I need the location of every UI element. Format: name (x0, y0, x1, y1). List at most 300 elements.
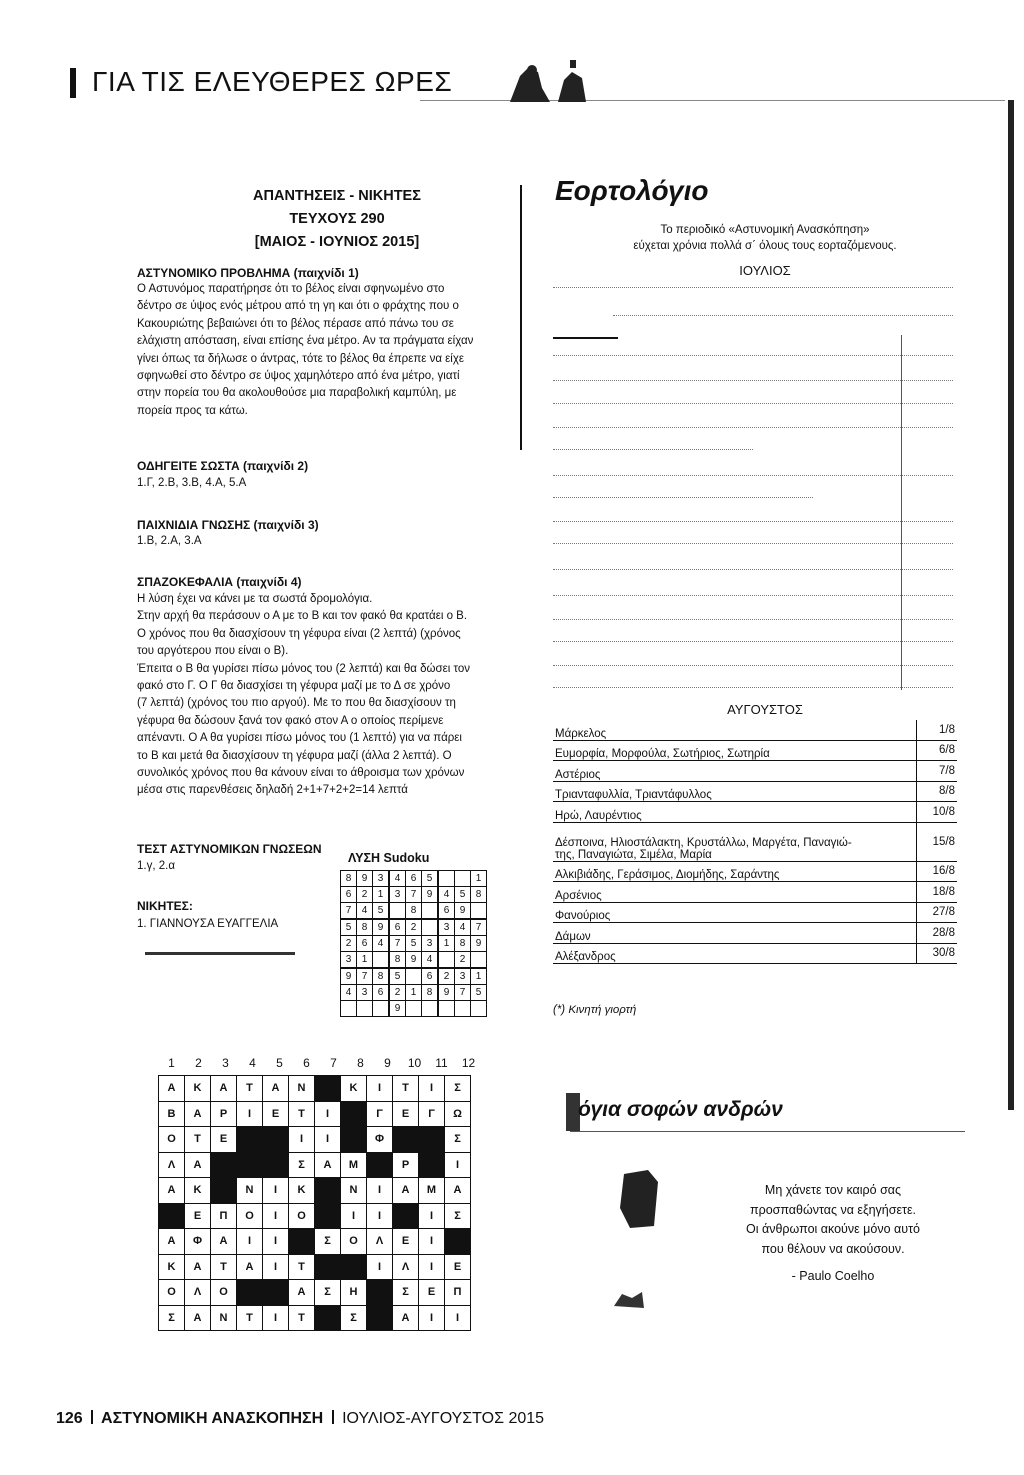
nameday-row (553, 943, 957, 964)
sudoku-cell: 1 (438, 936, 455, 952)
sudoku-row (341, 936, 487, 952)
header-illustration (498, 58, 594, 106)
crossword-cell: Ο (159, 1280, 185, 1306)
crossword-cell: Ε (263, 1101, 289, 1127)
sudoku-cell (455, 871, 471, 887)
crossword-number: 9 (384, 1056, 391, 1070)
sudoku-cell: 4 (341, 985, 357, 1001)
sudoku-cell (389, 903, 406, 920)
nameday-names: Δάμων (553, 923, 917, 944)
crossword-cell: Ι (419, 1203, 445, 1229)
nameday-row (553, 861, 957, 882)
crossword-cell: Ι (419, 1229, 445, 1255)
crossword-cell: Ι (445, 1152, 471, 1178)
crossword-cell: Α (289, 1280, 315, 1306)
crossword-cell: Α (185, 1152, 211, 1178)
sudoku-cell: 9 (438, 985, 455, 1001)
crossword-cell: Τ (289, 1305, 315, 1331)
crossword-cell: Ι (445, 1305, 471, 1331)
sudoku-cell: 8 (373, 968, 390, 985)
sudoku-cell (406, 1001, 422, 1017)
sudoku-cell: 7 (471, 919, 487, 936)
crossword-number: 8 (357, 1056, 364, 1070)
sudoku-cell: 8 (341, 871, 357, 887)
crossword-black-cell (237, 1280, 263, 1306)
crossword-cell: Κ (185, 1076, 211, 1102)
test-answer: 1.γ, 2.α (137, 860, 175, 872)
sudoku-cell: 2 (357, 887, 373, 903)
crossword-number: 5 (276, 1056, 283, 1070)
crossword-cell: Π (211, 1203, 237, 1229)
crossword-cell: Α (211, 1076, 237, 1102)
crossword-cell: Ι (289, 1127, 315, 1153)
sudoku-cell (471, 903, 487, 920)
issue-date: ΙΟΥΛΙΟΣ-ΑΥΓΟΥΣΤΟΣ 2015 (342, 1410, 545, 1427)
crossword-cell: Λ (367, 1229, 393, 1255)
crossword-cell: Α (159, 1076, 185, 1102)
nameday-names: Αστέριος (553, 761, 917, 782)
stone-illustration (618, 1168, 662, 1230)
sudoku-cell: 6 (422, 968, 439, 985)
sudoku-cell: 3 (438, 919, 455, 936)
sudoku-cell: 9 (357, 871, 373, 887)
sudoku-cell (438, 871, 455, 887)
sudoku-cell (438, 1001, 455, 1017)
crossword-cell: Ι (237, 1229, 263, 1255)
crossword-cell: Λ (185, 1280, 211, 1306)
nameday-row (553, 740, 957, 761)
crossword-cell: Ε (211, 1127, 237, 1153)
crossword-cell: Α (185, 1305, 211, 1331)
crossword-number: 4 (249, 1056, 256, 1070)
crossword-black-cell (315, 1305, 341, 1331)
magazine-name: ΑΣΤΥΝΟΜΙΚΗ ΑΝΑΣΚΟΠΗΣΗ (101, 1410, 324, 1427)
crossword-cell: Σ (159, 1305, 185, 1331)
crossword-black-cell (367, 1280, 393, 1306)
crossword-number: 7 (330, 1056, 337, 1070)
crossword-cell: Ε (393, 1229, 419, 1255)
sudoku-cell: 6 (438, 903, 455, 920)
sudoku-cell: 5 (389, 968, 406, 985)
sudoku-cell: 2 (455, 952, 471, 969)
crossword-cell: Ι (419, 1076, 445, 1102)
sudoku-cell: 5 (373, 903, 390, 920)
crossword-black-cell (211, 1178, 237, 1204)
nameday-date: 16/8 (917, 861, 958, 882)
crossword-black-cell (393, 1127, 419, 1153)
sudoku-cell: 6 (373, 985, 390, 1001)
sudoku-row (341, 985, 487, 1001)
sudoku-cell: 9 (455, 903, 471, 920)
game3-answer: 1.Β, 2.Α, 3.Α (137, 535, 202, 547)
nameday-date: 1/8 (917, 720, 958, 740)
sudoku-cell: 1 (406, 985, 422, 1001)
sudoku-cell: 1 (357, 952, 373, 969)
winners-heading: ΝΙΚΗΤΕΣ: (137, 899, 193, 913)
sudoku-cell: 2 (406, 919, 422, 936)
august-namedays (553, 720, 957, 964)
nameday-date: 6/8 (917, 740, 958, 761)
crossword-cell: Ι (419, 1254, 445, 1280)
crossword-row (159, 1254, 471, 1280)
crossword-black-cell (289, 1229, 315, 1255)
sudoku-cell: 4 (357, 903, 373, 920)
nameday-date: 10/8 (917, 802, 958, 823)
crossword-cell: Ε (419, 1280, 445, 1306)
sudoku-cell (373, 952, 390, 969)
sudoku-cell (471, 1001, 487, 1017)
sudoku-cell: 4 (389, 871, 406, 887)
game1-heading: ΑΣΤΥΝΟΜΙΚΟ ΠΡΟΒΛΗΜΑ (παιχνίδι 1) (137, 266, 359, 280)
august-label: ΑΥΓΟΥΣΤΟΣ (727, 702, 803, 717)
sudoku-cell (341, 1001, 357, 1017)
sudoku-cell: 4 (455, 919, 471, 936)
sudoku-cell: 6 (389, 919, 406, 936)
sudoku-cell: 9 (406, 952, 422, 969)
nameday-names: Μάρκελος (553, 720, 917, 740)
nameday-names: Αλέξανδρος (553, 943, 917, 964)
july-list (553, 285, 953, 690)
crossword-cell: Α (185, 1101, 211, 1127)
crossword-cell: Α (445, 1178, 471, 1204)
crossword-black-cell (445, 1229, 471, 1255)
sudoku-cell: 7 (389, 936, 406, 952)
crossword-number: 1 (168, 1056, 175, 1070)
page-footer (56, 1410, 544, 1428)
crossword-cell: Σ (315, 1280, 341, 1306)
crossword-black-cell (315, 1076, 341, 1102)
nameday-date: 18/8 (917, 882, 958, 903)
crossword-cell: Λ (159, 1152, 185, 1178)
sudoku-cell: 1 (471, 968, 487, 985)
crossword-number: 12 (461, 1056, 476, 1070)
crossword-cell: Ι (367, 1178, 393, 1204)
crossword-row (159, 1203, 471, 1229)
game2-answer: 1.Γ, 2.Β, 3.Β, 4.Α, 5.Α (137, 477, 247, 489)
nameday-date: 8/8 (917, 781, 958, 802)
crossword-cell: Ρ (211, 1101, 237, 1127)
nameday-date: 15/8 (917, 822, 958, 861)
sudoku-cell: 8 (389, 952, 406, 969)
stone-pile-illustration (612, 1288, 646, 1310)
crossword-number: 6 (303, 1056, 310, 1070)
sudoku-row (341, 887, 487, 903)
crossword-column-numbers (158, 1056, 482, 1070)
eortologio-message: Το περιοδικό «Αστυνομική Ανασκόπηση» εύχεται χρόνια πολλά σ΄ όλους τους εορταζόμενους. (633, 224, 897, 252)
game3-heading: ΠΑΙΧΝΙΔΙΑ ΓΝΩΣΗΣ (παιχνίδι 3) (137, 518, 319, 532)
winner-name: 1. ΓΙΑΝΝΟΥΣΑ ΕΥΑΓΓΕΛΙΑ (137, 918, 279, 930)
crossword-cell: Α (159, 1229, 185, 1255)
crossword-cell: Μ (419, 1178, 445, 1204)
crossword-cell: Τ (237, 1305, 263, 1331)
crossword-number: 3 (222, 1056, 229, 1070)
sudoku-cell: 4 (438, 887, 455, 903)
nameday-row (553, 720, 957, 740)
crossword-cell: Σ (289, 1152, 315, 1178)
crossword-cell: Ε (445, 1254, 471, 1280)
crossword-cell: Σ (445, 1127, 471, 1153)
crossword-cell: Ι (263, 1305, 289, 1331)
crossword-row (159, 1152, 471, 1178)
sudoku-cell (422, 903, 439, 920)
nameday-names: Ευμορφία, Μορφούλα, Σωτήριος, Σωτηρία (553, 740, 917, 761)
nameday-row (553, 781, 957, 802)
crossword-cell: Φ (185, 1229, 211, 1255)
crossword-cell: Γ (367, 1101, 393, 1127)
header-accent-bar (70, 68, 76, 98)
crossword-cell: Σ (445, 1076, 471, 1102)
crossword-cell: Ι (315, 1127, 341, 1153)
crossword-cell: Α (211, 1229, 237, 1255)
crossword-row (159, 1280, 471, 1306)
sudoku-cell: 7 (406, 887, 422, 903)
sudoku-cell: 3 (357, 985, 373, 1001)
sudoku-cell: 7 (455, 985, 471, 1001)
crossword-black-cell (159, 1203, 185, 1229)
crossword-black-cell (263, 1152, 289, 1178)
crossword-cell: Ι (367, 1203, 393, 1229)
sudoku-cell: 8 (471, 887, 487, 903)
crossword-cell: Φ (367, 1127, 393, 1153)
crossword-cell: Π (445, 1280, 471, 1306)
crossword-cell: Τ (211, 1254, 237, 1280)
crossword-black-cell (419, 1127, 445, 1153)
crossword-cell: Σ (445, 1203, 471, 1229)
crossword-cell: Ι (263, 1254, 289, 1280)
game4-text: Η λύση έχει να κάνει με τα σωστά δρομολόγια. Στην αρχή θα περάσουν ο Α με το Β και τον φακό θα κρατάει ο Β. Ο χρόνος που θα διασχίσουν τη γέφυρα είναι (2 λεπτά) (χρόνος του αργότερου που είναι ο Β). Έπειτα ο Β θα γυρίσει πίσω μόνος του (2 λεπτά) και θα δώσει τον φακό στο Γ. Ο Γ θα διασχίσει τη γέφυρα μαζί με το Δ σε χρόνο (7 λεπτά) (χρόνος του πιο αργού). Με το που θα διασχίσουν τη γέφυρα θα δώσουν ξανά τον φακό στον Α ο οποίος περίμενε απέναντι. Ο Α θα γυρίσει πίσω μόνος του (1 λεπτό) για να πάρει το Β και μετά θα διασχίσουν τη γέφυρα μαζί (άλλα 2 λεπτά). Ο συνολικός χρόνος που θα κάνουν είναι το άθροισμα των χρόνων μέσα στις παρενθέσεις δηλαδή 2+1+7+2+2=14 λεπτά (137, 593, 471, 797)
sudoku-cell (455, 1001, 471, 1017)
crossword-cell: Ν (341, 1178, 367, 1204)
crossword-cell: Ι (263, 1203, 289, 1229)
crossword-cell: Ι (367, 1076, 393, 1102)
quote-author: - Paulo Coelho (791, 1269, 875, 1283)
crossword-cell: Ο (211, 1280, 237, 1306)
crossword-cell: Ο (341, 1229, 367, 1255)
sudoku-cell: 1 (373, 887, 390, 903)
crossword-cell: Ε (185, 1203, 211, 1229)
crossword-cell: Ν (211, 1305, 237, 1331)
sudoku-cell: 8 (406, 903, 422, 920)
nameday-row (553, 822, 957, 861)
sudoku-cell: 8 (422, 985, 439, 1001)
sudoku-cell (422, 1001, 439, 1017)
crossword-black-cell (315, 1203, 341, 1229)
crossword-cell: Α (393, 1305, 419, 1331)
crossword-row (159, 1178, 471, 1204)
crossword-cell: Ι (263, 1229, 289, 1255)
crossword-black-cell (211, 1152, 237, 1178)
sudoku-cell: 3 (389, 887, 406, 903)
crossword-cell: Η (341, 1280, 367, 1306)
crossword-cell: Α (237, 1254, 263, 1280)
nameday-date: 30/8 (917, 943, 958, 964)
sudoku-cell (357, 1001, 373, 1017)
sudoku-row (341, 903, 487, 920)
crossword-cell: Τ (185, 1127, 211, 1153)
crossword-black-cell (367, 1152, 393, 1178)
crossword-black-cell (237, 1127, 263, 1153)
crossword-row (159, 1305, 471, 1331)
crossword-cell: Β (159, 1101, 185, 1127)
sudoku-cell: 3 (422, 936, 439, 952)
footnote: (*) Κινητή γιορτή (553, 1004, 637, 1016)
crossword-black-cell (341, 1254, 367, 1280)
nameday-date: 7/8 (917, 761, 958, 782)
sudoku-title: ΛΥΣΗ Sudoku (348, 851, 430, 865)
nameday-names: Ηρώ, Λαυρέντιος (553, 802, 917, 823)
section-title: ΓΙΑ ΤΙΣ ΕΛΕΥΘΕΡΕΣ ΩΡΕΣ (92, 66, 453, 97)
nameday-names: Αλκιβιάδης, Γεράσιμος, Διομήδης, Σαράντης (553, 861, 917, 882)
crossword-cell: Ν (289, 1076, 315, 1102)
sudoku-row (341, 968, 487, 985)
answers-title: ΑΠΑΝΤΗΣΕΙΣ - ΝΙΚΗΤΕΣ (253, 188, 421, 204)
crossword-black-cell (315, 1254, 341, 1280)
crossword-cell: Ν (237, 1178, 263, 1204)
crossword-cell: Τ (237, 1076, 263, 1102)
page-edge-bar (1008, 100, 1014, 1110)
crossword-black-cell (419, 1152, 445, 1178)
sudoku-cell: 3 (455, 968, 471, 985)
july-label: ΙΟΥΛΙΟΣ (739, 263, 791, 278)
nameday-date: 28/8 (917, 923, 958, 944)
sudoku-cell: 6 (357, 936, 373, 952)
crossword-cell: Ι (341, 1203, 367, 1229)
nameday-names: Αρσένιος (553, 882, 917, 903)
crossword-cell: Μ (341, 1152, 367, 1178)
divider-stroke (145, 952, 295, 955)
sudoku-cell: 9 (389, 1001, 406, 1017)
answers-issue: ΤΕΥΧΟΥΣ 290 (289, 211, 385, 227)
nameday-names: Φανούριος (553, 902, 917, 923)
page-number: 126 (56, 1410, 83, 1427)
sudoku-cell (373, 1001, 390, 1017)
crossword-cell: Ο (289, 1203, 315, 1229)
crossword-black-cell (237, 1152, 263, 1178)
nameday-row (553, 902, 957, 923)
crossword-cell: Κ (185, 1178, 211, 1204)
quote-title: όγια σοφών ανδρών (578, 1098, 783, 1121)
crossword-cell: Κ (289, 1178, 315, 1204)
sudoku-cell: 7 (341, 903, 357, 920)
crossword-cell: Α (393, 1178, 419, 1204)
sudoku-cell: 1 (471, 871, 487, 887)
crossword-cell: Ο (159, 1127, 185, 1153)
crossword-cell: Γ (419, 1101, 445, 1127)
crossword-row (159, 1076, 471, 1102)
game2-heading: ΟΔΗΓΕΙΤΕ ΣΩΣΤΑ (παιχνίδι 2) (137, 459, 309, 473)
column-divider (520, 185, 522, 450)
crossword-row (159, 1101, 471, 1127)
sudoku-cell: 8 (455, 936, 471, 952)
crossword-number: 11 (435, 1056, 448, 1070)
nameday-row (553, 802, 957, 823)
crossword-cell: Ι (419, 1305, 445, 1331)
crossword-cell: Ι (367, 1254, 393, 1280)
crossword-number: 2 (195, 1056, 202, 1070)
sudoku-cell: 8 (357, 919, 373, 936)
sudoku-cell: 5 (341, 919, 357, 936)
sudoku-grid (340, 870, 487, 1017)
sudoku-cell: 6 (406, 871, 422, 887)
answers-period: [ΜΑΙΟΣ - ΙΟΥΝΙΟΣ 2015] (254, 234, 420, 250)
crossword-cell: Τ (289, 1254, 315, 1280)
nameday-names: Τριανταφυλλία, Τριαντάφυλλος (553, 781, 917, 802)
quote-text: Μη χάνετε τον καιρό σας προσπαθώντας να εξηγήσετε. Οι άνθρωποι ακούνε μόνο αυτό που θέλουν να ακούσουν. - Paulo Coelho (708, 1181, 958, 1287)
sudoku-cell: 3 (341, 952, 357, 969)
crossword-cell: Ο (237, 1203, 263, 1229)
crossword-row (159, 1229, 471, 1255)
sudoku-cell: 5 (422, 871, 439, 887)
test-heading: ΤΕΣΤ ΑΣΤΥΝΟΜΙΚΩΝ ΓΝΩΣΕΩΝ (137, 842, 322, 856)
sudoku-cell: 4 (373, 936, 390, 952)
crossword-black-cell (393, 1203, 419, 1229)
crossword-cell: Κ (159, 1254, 185, 1280)
crossword-cell: Ι (315, 1101, 341, 1127)
sudoku-row (341, 919, 487, 936)
sudoku-cell: 9 (373, 919, 390, 936)
crossword-black-cell (263, 1127, 289, 1153)
nameday-row (553, 923, 957, 944)
sudoku-cell: 9 (341, 968, 357, 985)
nameday-row (553, 761, 957, 782)
crossword-cell: Σ (315, 1229, 341, 1255)
sudoku-cell: 9 (471, 936, 487, 952)
crossword-cell: Τ (393, 1076, 419, 1102)
sudoku-cell: 9 (422, 887, 439, 903)
sudoku-row (341, 871, 487, 887)
crossword-cell: Α (159, 1178, 185, 1204)
crossword-cell: Σ (341, 1305, 367, 1331)
crossword-black-cell (341, 1101, 367, 1127)
nameday-names: Δέσποινα, Ηλιοστάλακτη, Κρυστάλλω, Μαργέτα, Παναγιώ- της, Παναγιώτα, Σιμέλα, Μαρία (553, 822, 917, 861)
crossword-cell: Α (263, 1076, 289, 1102)
nameday-date: 27/8 (917, 902, 958, 923)
crossword-black-cell (367, 1305, 393, 1331)
sudoku-cell: 7 (357, 968, 373, 985)
sudoku-cell: 5 (455, 887, 471, 903)
sudoku-cell: 2 (438, 968, 455, 985)
crossword-black-cell (263, 1280, 289, 1306)
crossword-cell: Ε (393, 1101, 419, 1127)
crossword-cell: Α (185, 1254, 211, 1280)
crossword-cell: Ω (445, 1101, 471, 1127)
crossword-black-cell (315, 1178, 341, 1204)
sudoku-cell: 2 (341, 936, 357, 952)
sudoku-row (341, 1001, 487, 1017)
sudoku-cell (471, 952, 487, 969)
crossword-number: 10 (407, 1056, 422, 1070)
sudoku-cell: 5 (471, 985, 487, 1001)
sudoku-cell: 3 (373, 871, 390, 887)
game4-heading: ΣΠΑΖΟΚΕΦΑΛΙΑ (παιχνίδι 4) (137, 575, 302, 589)
sudoku-cell: 4 (422, 952, 439, 969)
sudoku-cell: 6 (341, 887, 357, 903)
crossword-cell: Ι (263, 1178, 289, 1204)
crossword-cell: Α (315, 1152, 341, 1178)
crossword-cell: Κ (341, 1076, 367, 1102)
crossword-row (159, 1127, 471, 1153)
crossword-cell: Λ (393, 1254, 419, 1280)
crossword-cell: Σ (393, 1280, 419, 1306)
crossword-cell: Ι (237, 1101, 263, 1127)
game1-text: Ο Αστυνόμος παρατήρησε ότι το βέλος είναι σφηνωμένο στο δέντρο σε ύψος ενός μέτρου από τη γη και ότι ο φράχτης που ο Κακουριώτης βεβαιώνει ότι το βέλος πέρασε από πάνω του σε ελάχιστη απόσταση, είναι επίσης ένα μέτρο. Αν τα πράγματα είχαν γίνει όπως τα δήλωσε ο άντρας, τότε το βέλος θα έπρεπε να είχε σφηνωθεί στο δέντρο σε ύψος χαμηλότερο από ένα μέτρο, γιατί στην πορεία του θα ακολουθούσε μια παραβολική καμπύλη, με πορεία προς τα κάτω. (137, 283, 474, 417)
eortologio-title: Εορτολόγιο (555, 175, 709, 206)
crossword-cell: Ρ (393, 1152, 419, 1178)
sudoku-cell (422, 919, 439, 936)
sudoku-cell: 5 (406, 936, 422, 952)
crossword-grid (158, 1075, 471, 1331)
crossword-cell: Τ (289, 1101, 315, 1127)
